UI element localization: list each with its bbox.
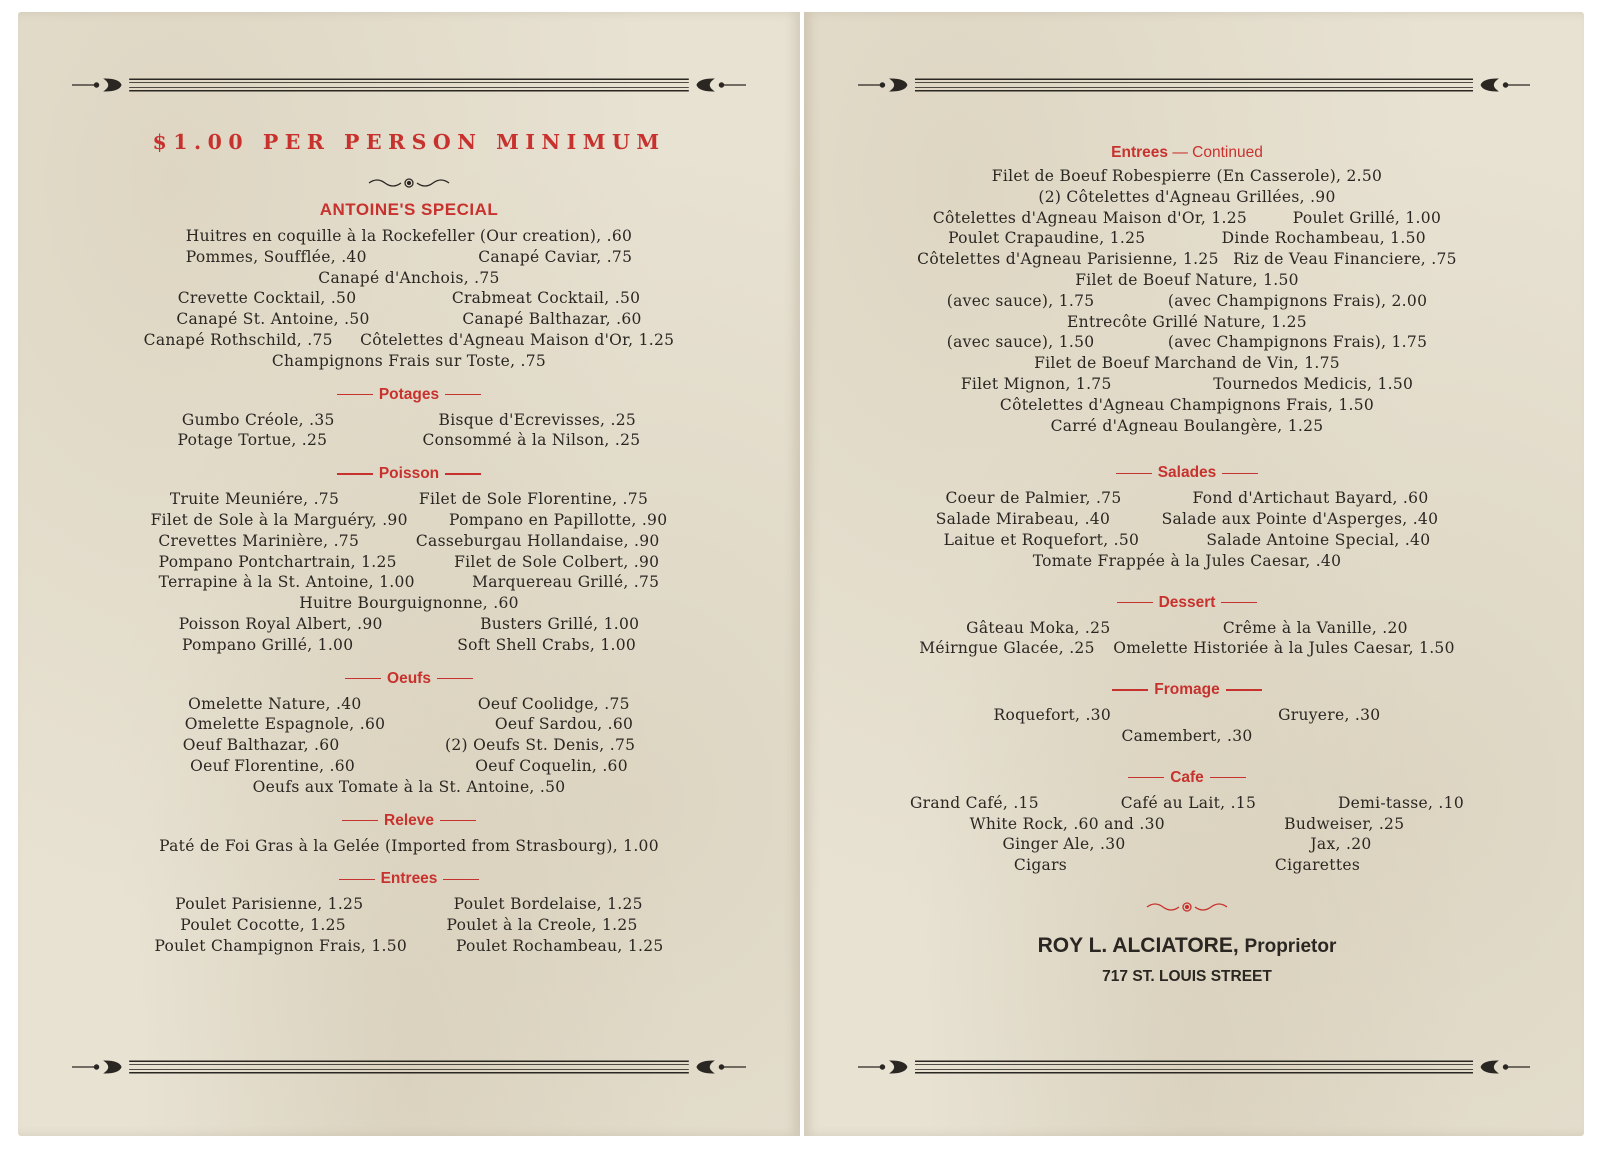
menu-item: (avec Champignons Frais), 1.75 <box>1167 333 1428 352</box>
menu-item: Demi-tasse, .10 <box>1337 793 1464 812</box>
menu-line <box>130 531 688 552</box>
restaurant-address: 717 ST. LOUIS STREET <box>1102 967 1272 985</box>
menu-section-entrees <box>130 894 688 956</box>
menu-item: Poulet Rochambeau, 1.25 <box>455 936 664 955</box>
section-header-releve <box>130 812 688 830</box>
menu-item: Canapé St. Antoine, .50 <box>176 310 370 329</box>
menu-item: Fond d'Artichaut Bayard, .60 <box>1192 489 1429 508</box>
menu-item: Poulet Cocotte, 1.25 <box>180 916 346 935</box>
menu-item: Canapé d'Anchois, .75 <box>318 268 500 287</box>
menu-item: (avec Champignons Frais), 2.00 <box>1167 291 1428 310</box>
menu-line <box>910 332 1464 353</box>
menu-line <box>910 530 1464 551</box>
section-subtitle: — Continued <box>1172 144 1263 161</box>
menu-line <box>910 395 1464 416</box>
menu-item: (avec sauce), 1.50 <box>946 333 1095 352</box>
menu-item: Crabmeat Cocktail, .50 <box>451 289 641 308</box>
menu-line <box>910 509 1464 530</box>
menu-item: Tournedos Medicis, 1.50 <box>1213 374 1414 393</box>
menu-item: Pompano en Papillotte, .90 <box>449 510 668 529</box>
section-title: Dessert <box>1158 593 1216 611</box>
menu-item: Bisque d'Ecrevisses, .25 <box>438 410 637 429</box>
menu-item: Oeuf Coquelin, .60 <box>475 756 628 775</box>
menu-line <box>130 635 688 656</box>
menu-item: Salade aux Pointe d'Asperges, .40 <box>1161 510 1439 529</box>
menu-line <box>910 726 1464 747</box>
menu-line <box>130 410 688 431</box>
section-header-dessert <box>910 594 1464 612</box>
menu-line <box>910 291 1464 312</box>
menu-line <box>910 638 1464 659</box>
menu-item: (2) Côtelettes d'Agneau Grillées, .90 <box>1038 187 1336 206</box>
menu-section-oeufs <box>130 694 688 798</box>
menu-item: Salade Mirabeau, .40 <box>935 510 1111 529</box>
minimum-charge-title: $1.00 PER PERSON MINIMUM <box>152 130 666 154</box>
menu-section-entrees-continued <box>910 166 1464 436</box>
section-header-salades <box>910 464 1464 482</box>
menu-item: Filet de Sole à la Marguéry, .90 <box>150 510 408 529</box>
ornamental-rule-icon <box>72 1058 746 1076</box>
menu-item: Pompano Grillé, 1.00 <box>181 635 354 654</box>
menu-item: Oeuf Coolidge, .75 <box>477 694 630 713</box>
menu-line <box>130 915 688 936</box>
section-header-oeufs <box>130 670 688 688</box>
menu-section-special <box>130 226 688 372</box>
menu-item: Gruyere, .30 <box>1278 706 1381 725</box>
menu-item: Oeufs aux Tomate à la St. Antoine, .50 <box>252 777 566 796</box>
menu-line <box>910 228 1464 249</box>
menu-item: Carré d'Agneau Boulangère, 1.25 <box>1050 416 1324 435</box>
menu-item: Roquefort, .30 <box>993 706 1112 725</box>
proprietor-name: ROY L. ALCIATORE, <box>1037 933 1239 957</box>
menu-line <box>130 268 688 289</box>
menu-line <box>910 834 1464 855</box>
menu-item: Ginger Ale, .30 <box>1002 835 1126 854</box>
ornamental-rule-icon <box>858 1058 1530 1076</box>
menu-item: Champignons Frais sur Toste, .75 <box>271 351 547 370</box>
left-page-content <box>130 124 688 957</box>
menu-item: Filet Mignon, 1.75 <box>960 374 1112 393</box>
menu-line <box>910 270 1464 291</box>
menu-line <box>130 309 688 330</box>
menu-item: Soft Shell Crabs, 1.00 <box>457 635 637 654</box>
menu-item: Camembert, .30 <box>1121 726 1253 745</box>
menu-line <box>910 793 1464 814</box>
menu-item: Poulet Champignon Frais, 1.50 <box>154 936 408 955</box>
menu-item: Côtelettes d'Agneau Maison d'Or, 1.25 <box>932 208 1248 227</box>
menu-section-potages <box>130 410 688 452</box>
menu-item: Paté de Foi Gras à la Gelée (Imported from Strasbourg), 1.00 <box>159 836 659 855</box>
menu-item: Casseburgau Hollandaise, .90 <box>415 531 660 550</box>
menu-line <box>130 694 688 715</box>
menu-item: (avec sauce), 1.75 <box>946 291 1095 310</box>
menu-item: Tomate Frappée à la Jules Caesar, .40 <box>1032 551 1342 570</box>
menu-item: Salade Antoine Special, .40 <box>1206 530 1431 549</box>
menu-line <box>910 618 1464 639</box>
menu-item: Riz de Veau Financiere, .75 <box>1233 250 1457 269</box>
menu-item: (2) Oeufs St. Denis, .75 <box>445 736 636 755</box>
menu-line <box>130 714 688 735</box>
menu-line <box>910 705 1464 726</box>
section-header-potages <box>130 386 688 404</box>
section-title: Potages <box>378 385 440 403</box>
menu-line <box>130 936 688 957</box>
menu-section-salades <box>910 488 1464 571</box>
right-page-content <box>910 134 1464 986</box>
menu-page-left <box>18 12 800 1136</box>
menu-section-dessert <box>910 618 1464 660</box>
menu-item: Canapé Rothschild, .75 <box>143 330 333 349</box>
menu-line <box>910 551 1464 572</box>
menu-line <box>910 855 1464 876</box>
section-title: Salades <box>1157 464 1217 482</box>
menu-item: Truite Meuniére, .75 <box>169 490 340 509</box>
section-header-entrees <box>130 870 688 888</box>
menu-item: Canapé Caviar, .75 <box>478 247 633 266</box>
menu-line <box>130 572 688 593</box>
menu-line <box>130 735 688 756</box>
section-header-cafe <box>910 769 1464 787</box>
menu-line <box>130 226 688 247</box>
menu-line <box>910 374 1464 395</box>
menu-line <box>130 552 688 573</box>
section-header-entrees-continued <box>910 144 1464 162</box>
section-title: Oeufs <box>387 669 431 687</box>
menu-item: Crême à la Vanille, .20 <box>1222 618 1408 637</box>
menu-item: Poulet Parisienne, 1.25 <box>175 895 364 914</box>
menu-item: Filet de Boeuf Nature, 1.50 <box>1075 270 1299 289</box>
menu-item: Poulet Grillé, 1.00 <box>1292 208 1442 227</box>
menu-item: Poulet à la Creole, 1.25 <box>446 916 638 935</box>
section-header-poisson <box>130 465 688 483</box>
menu-item: Filet de Sole Florentine, .75 <box>418 490 649 509</box>
menu-line <box>130 510 688 531</box>
menu-item: Crevette Cocktail, .50 <box>177 289 357 308</box>
menu-item: Côtelettes d'Agneau Champignons Frais, 1.50 <box>999 395 1375 414</box>
menu-item: Canapé Balthazar, .60 <box>462 310 642 329</box>
menu-item: Cigarettes <box>1274 856 1361 875</box>
menu-item: Omelette Historiée à la Jules Caesar, 1.50 <box>1113 639 1455 658</box>
menu-line <box>910 416 1464 437</box>
menu-line <box>130 593 688 614</box>
ornamental-rule-icon <box>858 76 1530 94</box>
menu-item: Budweiser, .25 <box>1284 814 1405 833</box>
section-title: Poisson <box>378 465 440 483</box>
menu-item: Omelette Espagnole, .60 <box>184 715 386 734</box>
menu-item: Pommes, Soufflée, .40 <box>185 247 367 266</box>
menu-line <box>910 353 1464 374</box>
menu-section-cafe <box>910 793 1464 876</box>
menu-line <box>130 489 688 510</box>
menu-line <box>910 312 1464 333</box>
menu-item: Poulet Bordelaise, 1.25 <box>453 895 643 914</box>
menu-item: Consommé à la Nilson, .25 <box>422 431 641 450</box>
menu-section-poisson <box>130 489 688 655</box>
proprietor-title: Proprietor <box>1244 935 1337 957</box>
menu-item: Oeuf Florentine, .60 <box>190 756 356 775</box>
menu-item: Poisson Royal Albert, .90 <box>178 614 383 633</box>
menu-item: Oeuf Sardou, .60 <box>494 715 634 734</box>
menu-item: Dinde Rochambeau, 1.50 <box>1221 229 1426 248</box>
fleuron-ornament-icon <box>910 900 1464 914</box>
ornamental-rule-icon <box>72 76 746 94</box>
menu-item: Côtelettes d'Agneau Maison d'Or, 1.25 <box>360 330 675 349</box>
section-title-special: ANTOINE'S SPECIAL <box>319 200 499 219</box>
menu-section-releve <box>130 836 688 857</box>
menu-item: Gâteau Moka, .25 <box>966 618 1111 637</box>
menu-item: Jax, .20 <box>1310 835 1372 854</box>
menu-item: Gumbo Créole, .35 <box>181 410 335 429</box>
menu-line <box>910 249 1464 270</box>
section-header-fromage <box>910 681 1464 699</box>
menu-item: Potage Tortue, .25 <box>177 431 328 450</box>
menu-item: Huitre Bourguignonne, .60 <box>299 594 519 613</box>
proprietor <box>910 934 1464 958</box>
menu-line <box>130 894 688 915</box>
menu-line <box>130 330 688 351</box>
menu-item: Cigars <box>1013 856 1068 875</box>
menu-line <box>910 814 1464 835</box>
menu-item: Filet de Boeuf Marchand de Vin, 1.75 <box>1034 354 1340 373</box>
menu-section-fromage <box>910 705 1464 747</box>
menu-item: White Rock, .60 and .30 <box>969 814 1165 833</box>
section-title: Releve <box>384 811 434 829</box>
menu-item: Oeuf Balthazar, .60 <box>182 736 340 755</box>
menu-line <box>910 187 1464 208</box>
section-title: Entrees <box>1111 144 1169 161</box>
menu-line <box>910 488 1464 509</box>
menu-line <box>130 614 688 635</box>
menu-line <box>130 351 688 372</box>
menu-item: Poulet Crapaudine, 1.25 <box>948 229 1146 248</box>
menu-item: Busters Grillé, 1.00 <box>480 614 640 633</box>
menu-page-right <box>804 12 1584 1136</box>
menu-line <box>130 430 688 451</box>
menu-line <box>910 166 1464 187</box>
menu-item: Laitue et Roquefort, .50 <box>943 530 1140 549</box>
menu-line <box>910 208 1464 229</box>
menu-line <box>130 288 688 309</box>
section-title: Fromage <box>1154 681 1220 699</box>
menu-item: Pompano Pontchartrain, 1.25 <box>158 552 397 571</box>
fleuron-ornament-icon <box>130 176 688 190</box>
menu-line <box>130 247 688 268</box>
menu-item: Méirngue Glacée, .25 <box>919 639 1095 658</box>
menu-item: Filet de Sole Colbert, .90 <box>454 552 660 571</box>
menu-item: Omelette Nature, .40 <box>188 694 362 713</box>
menu-item: Terrapine à la St. Antoine, 1.00 <box>158 573 415 592</box>
menu-item: Entrecôte Grillé Nature, 1.25 <box>1067 312 1307 331</box>
menu-item: Crevettes Marinière, .75 <box>158 531 360 550</box>
menu-item: Café au Lait, .15 <box>1120 793 1257 812</box>
menu-line <box>130 756 688 777</box>
section-title: Cafe <box>1170 768 1204 786</box>
menu-item: Filet de Boeuf Robespierre (En Casserole), 2.50 <box>991 167 1383 185</box>
menu-item: Huitres en coquille à la Rockefeller (Our creation), .60 <box>185 227 633 245</box>
menu-item: Coeur de Palmier, .75 <box>945 489 1122 508</box>
menu-line <box>130 836 688 857</box>
menu-item: Grand Café, .15 <box>910 793 1039 812</box>
section-title: Entrees <box>380 870 438 888</box>
menu-item: Marquereau Grillé, .75 <box>472 573 660 592</box>
menu-line <box>130 777 688 798</box>
menu-item: Côtelettes d'Agneau Parisienne, 1.25 <box>917 250 1219 269</box>
